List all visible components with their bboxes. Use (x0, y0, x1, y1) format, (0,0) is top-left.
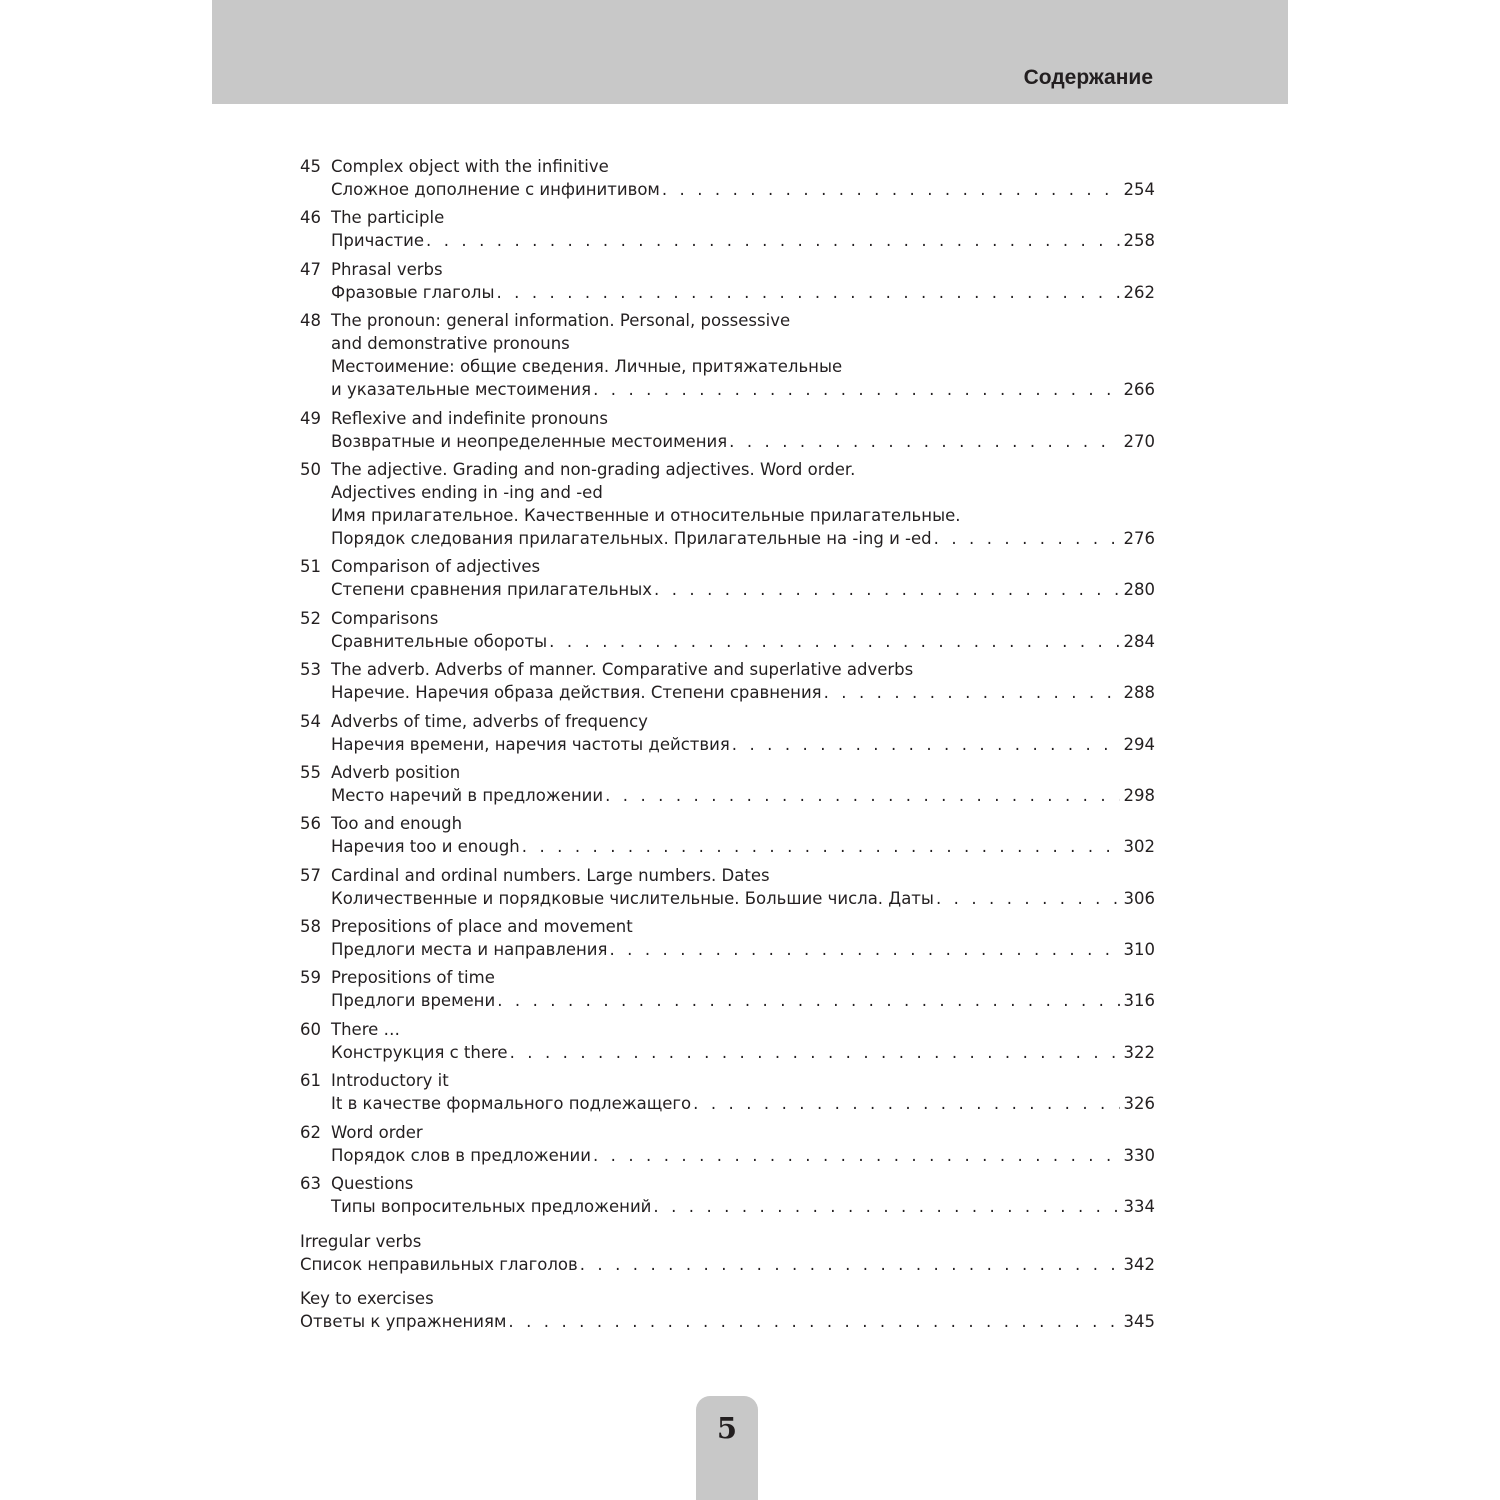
appendix-leader-line (300, 1310, 1155, 1333)
chapter-title-line: Questions (331, 1174, 414, 1194)
appendix-leader-line (300, 1253, 1155, 1276)
toc-entry[interactable] (300, 658, 1155, 704)
chapter-leader-line (331, 887, 1155, 910)
toc-entry-lines (331, 864, 1155, 910)
page-ref: 254 (1123, 180, 1155, 199)
page-ref: 294 (1123, 734, 1155, 754)
chapter-number: 50 (300, 459, 321, 479)
chapter-leader-line (331, 430, 1155, 453)
chapter-leader-line (331, 835, 1155, 858)
chapter-leader-line (331, 681, 1155, 704)
toc-entry[interactable] (300, 258, 1155, 304)
page-ref: 288 (1123, 683, 1155, 703)
chapter-number: 55 (300, 762, 321, 782)
chapter-title-ru: Сравнительные обороты (331, 631, 548, 651)
dot-leader (654, 578, 1119, 601)
chapter-title-ru: Порядок следования прилагательных. Прилагательные на -ing и -ed (331, 528, 932, 548)
toc-entry[interactable] (300, 309, 1155, 401)
chapter-leader-line (331, 630, 1155, 653)
toc-entry-lines (300, 1287, 1155, 1333)
chapter-title-line: Introductory it (331, 1071, 449, 1091)
chapter-title-ru: и указательные местоимения (331, 380, 592, 400)
dot-leader (496, 281, 1119, 304)
chapter-leader-line (331, 733, 1155, 756)
chapter-title-ru: Фразовые глаголы (331, 282, 495, 302)
toc-entry-lines (331, 1172, 1155, 1218)
chapter-title-line: Complex object with the infinitive (331, 157, 609, 176)
chapter-leader-line (331, 1092, 1155, 1115)
toc-entry-lines (331, 658, 1155, 704)
chapter-title-line: There … (331, 1019, 401, 1039)
chapter-leader-line (331, 578, 1155, 601)
page-title: Содержание (1023, 66, 1153, 89)
dot-leader (653, 1195, 1119, 1218)
toc-entry[interactable] (300, 710, 1155, 756)
chapter-title-line: Adjectives ending in -ing and -ed (331, 482, 603, 502)
chapter-title-line: The adjective. Grading and non-grading adjectives. Word order. (331, 459, 856, 479)
chapter-title-line: The participle (331, 208, 445, 228)
chapter-leader-line (331, 281, 1155, 304)
toc-entry-lines (331, 1069, 1155, 1115)
chapter-number: 61 (300, 1071, 321, 1091)
appendix-title: Irregular verbs (300, 1232, 422, 1252)
chapter-leader-line (331, 1144, 1155, 1167)
dot-leader (593, 1144, 1120, 1167)
toc-entry-lines (331, 555, 1155, 601)
appendix-title-ru: Список неправильных глаголов (300, 1255, 578, 1275)
chapter-title-ru: Наречия too и enough (331, 837, 520, 857)
dot-leader (497, 989, 1119, 1012)
dot-leader (508, 1310, 1119, 1333)
toc-entry[interactable] (300, 966, 1155, 1012)
dot-leader (662, 178, 1120, 201)
chapter-leader-line (331, 989, 1155, 1012)
chapter-leader-line (331, 1041, 1155, 1064)
page-ref: 345 (1123, 1312, 1155, 1332)
dot-leader (522, 835, 1120, 858)
toc-entry[interactable] (300, 155, 1155, 201)
toc-entry-lines (331, 915, 1155, 961)
chapter-title-line: Prepositions of place and movement (331, 917, 633, 937)
chapter-title-ru: It в качестве формального подлежащего (331, 1094, 692, 1114)
chapter-title-ru: Степени сравнения прилагательных (331, 580, 653, 600)
toc-entry[interactable] (300, 915, 1155, 961)
chapter-title-ru: Предлоги времени (331, 991, 496, 1011)
chapter-number: 46 (300, 208, 321, 228)
table-of-contents (300, 155, 1155, 1338)
page-ref: 302 (1123, 837, 1155, 857)
dot-leader (693, 1092, 1119, 1115)
chapter-title-ru: Наречие. Наречия образа действия. Степени сравнения (331, 683, 822, 703)
toc-entry[interactable] (300, 864, 1155, 910)
chapter-title-ru: Возвратные и неопределенные местоимения (331, 431, 728, 451)
chapter-number: 49 (300, 408, 321, 428)
toc-entry-lines (331, 966, 1155, 1012)
toc-entry-lines (331, 1121, 1155, 1167)
appendix-title-ru: Ответы к упражнениям (300, 1312, 507, 1332)
page-number: 5 (716, 1411, 738, 1445)
toc-entry-lines (331, 155, 1155, 201)
chapter-title-line: Adverb position (331, 762, 461, 782)
chapter-leader-line (331, 938, 1155, 961)
toc-appendix-entry[interactable] (300, 1230, 1155, 1276)
page-ref: 284 (1123, 631, 1155, 651)
chapter-leader-line (331, 229, 1155, 252)
chapter-title-line: Cardinal and ordinal numbers. Large numbers. Dates (331, 865, 770, 885)
chapter-number: 60 (300, 1019, 321, 1039)
chapter-leader-line (331, 178, 1155, 201)
chapter-title-line: Имя прилагательное. Качественные и относительные прилагательные. (331, 505, 961, 525)
toc-entry[interactable] (300, 555, 1155, 601)
chapter-number: 53 (300, 660, 321, 680)
toc-entry[interactable] (300, 812, 1155, 858)
chapter-number: 47 (300, 259, 321, 279)
page-ref: 276 (1123, 528, 1155, 548)
chapter-title-line: Word order (331, 1122, 423, 1142)
chapter-title-line: and demonstrative pronouns (331, 334, 570, 354)
chapter-title-line: Phrasal verbs (331, 259, 443, 279)
toc-entry[interactable] (300, 1172, 1155, 1218)
chapter-number: 59 (300, 968, 321, 988)
toc-entry-lines (331, 710, 1155, 756)
chapter-number: 51 (300, 557, 321, 577)
chapter-title-line: Comparison of adjectives (331, 557, 541, 577)
chapter-leader-line (331, 1195, 1155, 1218)
dot-leader (580, 1253, 1120, 1276)
page-ref: 342 (1123, 1255, 1155, 1275)
toc-entry[interactable] (300, 761, 1155, 807)
chapter-title-ru: Место наречий в предложении (331, 785, 604, 805)
dot-leader (609, 938, 1119, 961)
dot-leader (510, 1041, 1120, 1064)
chapter-title-line: The adverb. Adverbs of manner. Comparative and superlative adverbs (331, 660, 914, 680)
toc-entry[interactable] (300, 1069, 1155, 1115)
page-ref: 316 (1123, 991, 1155, 1011)
toc-entry[interactable] (300, 458, 1155, 550)
appendix-title: Key to exercises (300, 1289, 434, 1309)
chapter-title-line: Местоимение: общие сведения. Личные, притяжательные (331, 357, 843, 377)
chapter-leader-line (331, 378, 1155, 401)
dot-leader (934, 527, 1120, 550)
header-bar (212, 0, 1288, 104)
dot-leader (936, 887, 1120, 910)
toc-entry[interactable] (300, 607, 1155, 653)
chapter-title-line: Adverbs of time, adverbs of frequency (331, 711, 648, 731)
page-ref: 280 (1123, 580, 1155, 600)
chapter-title-ru: Типы вопросительных предложений (331, 1197, 652, 1217)
dot-leader (593, 378, 1119, 401)
chapter-title-ru: Количественные и порядковые числительные. Большие числа. Даты (331, 888, 934, 908)
chapter-leader-line (331, 784, 1155, 807)
chapter-title-line: Prepositions of time (331, 968, 495, 988)
toc-entry-lines (331, 1018, 1155, 1064)
toc-entry-lines (331, 258, 1155, 304)
dot-leader (824, 681, 1120, 704)
chapter-number: 62 (300, 1122, 321, 1142)
chapter-number: 57 (300, 865, 321, 885)
toc-entry[interactable] (300, 1018, 1155, 1064)
chapter-title-ru: Конструкция с there (331, 1042, 508, 1062)
chapter-number: 58 (300, 917, 321, 937)
chapter-number: 52 (300, 608, 321, 628)
chapter-title-ru: Предлоги места и направления (331, 940, 608, 960)
chapter-title-line: Comparisons (331, 608, 439, 628)
chapter-title-line: Too and enough (331, 814, 463, 834)
dot-leader (732, 733, 1120, 756)
chapter-title-ru: Наречия времени, наречия частоты действия (331, 734, 730, 754)
chapter-title-line: Reflexive and indefinite pronouns (331, 408, 608, 428)
chapter-number: 48 (300, 311, 321, 331)
chapter-title-line: The pronoun: general information. Personal, possessive (331, 311, 791, 331)
page-ref: 310 (1123, 940, 1155, 960)
page-ref: 258 (1123, 231, 1155, 251)
toc-appendix-entry[interactable] (300, 1287, 1155, 1333)
toc-entry-lines (331, 309, 1155, 401)
toc-entry-lines (331, 407, 1155, 453)
page-ref: 326 (1123, 1094, 1155, 1114)
dot-leader (605, 784, 1119, 807)
chapter-number: 63 (300, 1174, 321, 1194)
chapter-title-ru: Сложное дополнение с инфинитивом (331, 180, 660, 199)
page-ref: 330 (1123, 1145, 1155, 1165)
toc-entry-lines (331, 206, 1155, 252)
page-ref: 270 (1123, 431, 1155, 451)
page-ref: 334 (1123, 1197, 1155, 1217)
toc-entry[interactable] (300, 1121, 1155, 1167)
toc-entry[interactable] (300, 407, 1155, 453)
page-ref: 322 (1123, 1042, 1155, 1062)
dot-leader (729, 430, 1119, 453)
page-ref: 266 (1123, 380, 1155, 400)
toc-entry-lines (331, 812, 1155, 858)
page-ref: 306 (1123, 888, 1155, 908)
dot-leader (549, 630, 1119, 653)
page-ref: 262 (1123, 282, 1155, 302)
page-ref: 298 (1123, 785, 1155, 805)
toc-entry-lines (331, 458, 1155, 550)
chapter-number: 45 (300, 157, 321, 176)
chapter-leader-line (331, 527, 1155, 550)
toc-entry-lines (300, 1230, 1155, 1276)
chapter-title-ru: Порядок слов в предложении (331, 1145, 591, 1165)
chapter-title-ru: Причастие (331, 231, 425, 251)
toc-entry-lines (331, 607, 1155, 653)
toc-entry[interactable] (300, 206, 1155, 252)
dot-leader (426, 229, 1119, 252)
chapter-number: 54 (300, 711, 321, 731)
page-number-tab (696, 1396, 758, 1500)
toc-entry-lines (331, 761, 1155, 807)
chapter-number: 56 (300, 814, 321, 834)
